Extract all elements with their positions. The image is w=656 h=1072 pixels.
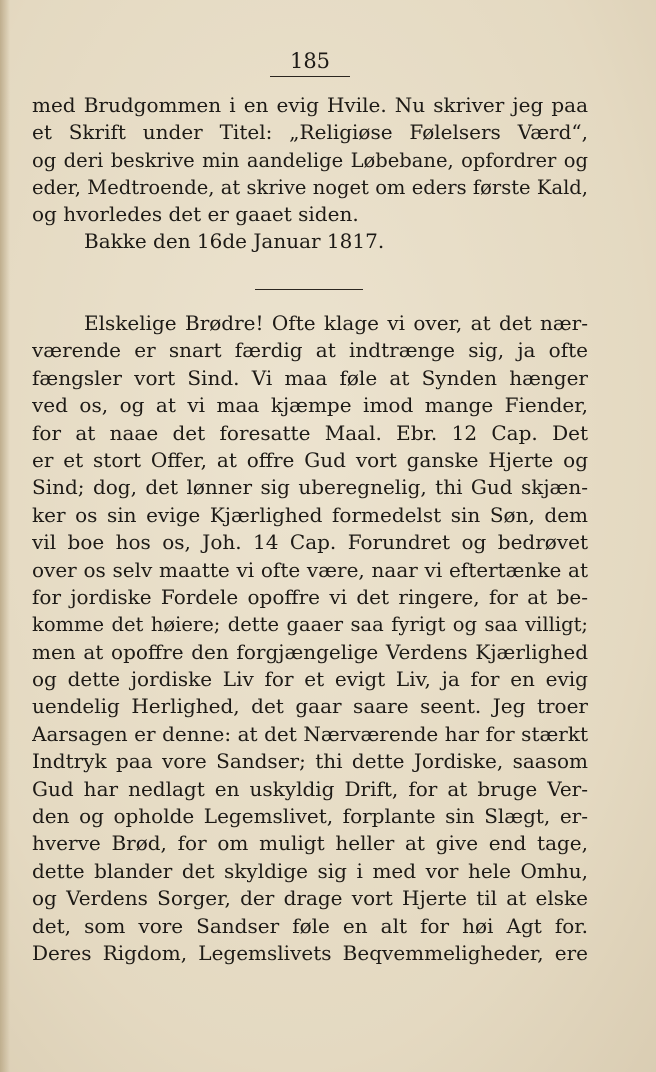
text-line: og deri beskrive min aandelige Løbebane, opfordrer og xyxy=(32,148,588,172)
header-rule xyxy=(270,76,350,77)
text-line: komme det høiere; dette gaaer saa fyrigt og saa villigt; xyxy=(32,613,588,637)
text-line: er et stort Offer, at offre Gud vort ganske Hjerte og xyxy=(32,447,588,472)
text-line: med Brudgommen i en evig Hvile. Nu skriver jeg paa xyxy=(32,93,588,117)
text-line: dette blander det skyldige sig i med vor hele Omhu, xyxy=(32,858,588,883)
text-line: den og opholde Legemslivet, forplante sin Slægt, er- xyxy=(32,804,588,829)
text-line: over os selv maatte vi ofte være, naar vi eftertænke at xyxy=(32,557,588,582)
text-line: for at naae det foresatte Maal. Ebr. 12 Cap. Det xyxy=(32,420,588,445)
letter-body xyxy=(32,310,588,967)
text-line: Gud har nedlagt en uskyldig Drift, for at bruge Ver- xyxy=(32,776,588,801)
text-line: et Skrift under Titel: „Religiøse Følelsers Værd“, xyxy=(32,120,588,145)
text-line: det, som vore Sandser føle en alt for høi Agt for. xyxy=(32,913,588,938)
text-line: og hvorledes det er gaaet siden. xyxy=(32,202,359,227)
text-line: og Verdens Sorger, der drage vort Hjerte til at elske xyxy=(32,886,588,911)
text-line: eder, Medtroende, at skrive noget om eders første Kald, xyxy=(32,175,588,199)
text-line: Elskelige Brødre! Ofte klage vi over, at det nær- xyxy=(84,311,588,335)
section-divider xyxy=(255,289,363,290)
text-line: ved os, og at vi maa kjæmpe imod mange Fiender, xyxy=(32,393,588,418)
letter-ending xyxy=(32,92,588,256)
text-line: Aarsagen er denne: at det Nærværende har for stærkt xyxy=(32,721,588,746)
page-number: 185 xyxy=(289,49,331,73)
text-line: Sind; dog, det lønner sig uberegnelig, thi Gud skjæn- xyxy=(32,475,588,500)
text-line: hverve Brød, for om muligt heller at give end tage, xyxy=(32,831,588,856)
text-line: vil boe hos os, Joh. 14 Cap. Forundret og bedrøvet xyxy=(32,530,588,555)
text-line: værende er snart færdig at indtrænge sig, ja ofte xyxy=(32,338,588,363)
page-spine-shadow xyxy=(0,0,10,1072)
text-line: Indtryk paa vore Sandser; thi dette Jordiske, saasom xyxy=(32,749,588,774)
text-line: og dette jordiske Liv for et evigt Liv, ja for en evig xyxy=(32,667,588,692)
text-line: fængsler vort Sind. Vi maa føle at Synden hænger xyxy=(32,365,588,390)
text-line: uendelig Herlighed, det gaar saare seent. Jeg troer xyxy=(32,694,588,719)
text-line: Deres Rigdom, Legemslivets Beqvemmeligheder, ere xyxy=(32,940,588,965)
text-line: ker os sin evige Kjærlighed formedelst sin Søn, dem xyxy=(32,502,588,527)
text-line: men at opoffre den forgjængelige Verdens Kjærlighed xyxy=(32,639,588,664)
signature-line: Bakke den 16de Januar 1817. xyxy=(84,229,385,254)
text-line: for jordiske Fordele opoffre vi det ringere, for at be- xyxy=(32,584,588,609)
